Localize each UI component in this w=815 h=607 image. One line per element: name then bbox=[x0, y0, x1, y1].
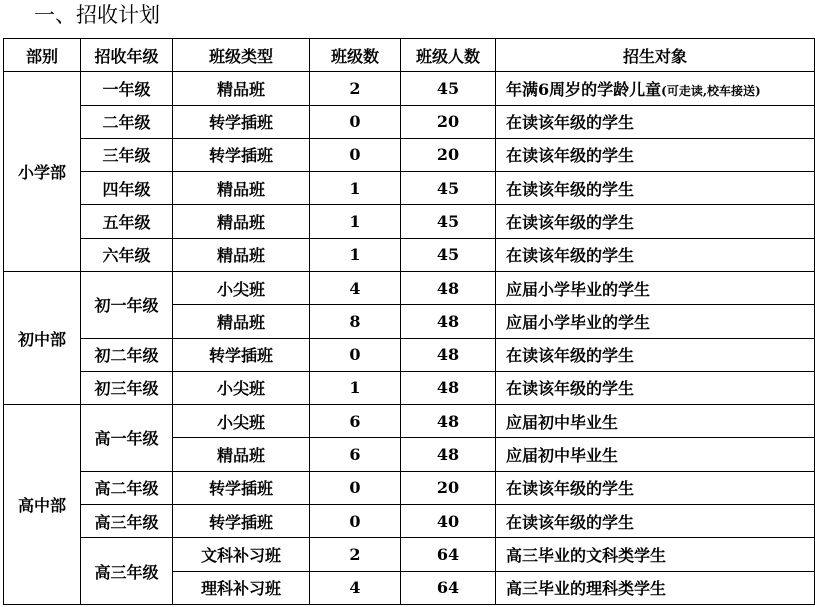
target-cell: 在读该年级的学生 bbox=[496, 238, 815, 271]
class-size-cell: 45 bbox=[401, 205, 496, 238]
header-row bbox=[4, 39, 815, 72]
department-cell: 高中部 bbox=[4, 405, 81, 605]
grade-cell: 初三年级 bbox=[81, 371, 173, 404]
class-type-cell: 文科补习班 bbox=[173, 538, 310, 571]
class-count-cell: 1 bbox=[310, 238, 401, 271]
class-count-cell: 4 bbox=[310, 571, 401, 605]
class-size-cell: 64 bbox=[401, 571, 496, 605]
class-size-cell: 20 bbox=[401, 138, 496, 171]
class-count-cell: 1 bbox=[310, 172, 401, 205]
table-row bbox=[4, 138, 815, 171]
table-row bbox=[4, 205, 815, 238]
target-cell: 应届小学毕业的学生 bbox=[496, 271, 815, 304]
enrollment-plan-table bbox=[3, 38, 815, 605]
class-count-cell: 0 bbox=[310, 471, 401, 504]
grade-cell: 五年级 bbox=[81, 205, 173, 238]
target-text: 年满6周岁的学龄儿童 bbox=[506, 79, 662, 99]
target-cell: 在读该年级的学生 bbox=[496, 138, 815, 171]
class-type-cell: 转学插班 bbox=[173, 471, 310, 504]
class-count-cell: 8 bbox=[310, 305, 401, 338]
table-row bbox=[4, 271, 815, 304]
header-grade: 招收年级 bbox=[81, 39, 173, 72]
grade-cell: 四年级 bbox=[81, 172, 173, 205]
class-type-cell: 精品班 bbox=[173, 438, 310, 471]
class-count-cell: 2 bbox=[310, 538, 401, 571]
target-cell: 应届初中毕业生 bbox=[496, 405, 815, 438]
class-size-cell: 40 bbox=[401, 504, 496, 537]
target-cell: 在读该年级的学生 bbox=[496, 338, 815, 371]
class-type-cell: 精品班 bbox=[173, 238, 310, 271]
table-row bbox=[4, 504, 815, 537]
grade-cell: 高三年级 bbox=[81, 504, 173, 537]
class-type-cell: 理科补习班 bbox=[173, 571, 310, 605]
section-title: 一、招收计划 bbox=[34, 3, 160, 27]
target-cell: 高三毕业的理科类学生 bbox=[496, 571, 815, 605]
target-cell: 在读该年级的学生 bbox=[496, 504, 815, 537]
class-size-cell: 45 bbox=[401, 172, 496, 205]
class-size-cell: 45 bbox=[401, 72, 496, 105]
class-count-cell: 2 bbox=[310, 72, 401, 105]
class-type-cell: 小尖班 bbox=[173, 271, 310, 304]
grade-cell: 一年级 bbox=[81, 72, 173, 105]
department-cell: 初中部 bbox=[4, 271, 81, 404]
grade-cell: 初一年级 bbox=[81, 271, 173, 338]
grade-cell: 六年级 bbox=[81, 238, 173, 271]
class-size-cell: 20 bbox=[401, 105, 496, 138]
table-row bbox=[4, 471, 815, 504]
grade-cell: 三年级 bbox=[81, 138, 173, 171]
class-count-cell: 4 bbox=[310, 271, 401, 304]
grade-cell: 初二年级 bbox=[81, 338, 173, 371]
class-type-cell: 精品班 bbox=[173, 305, 310, 338]
class-count-cell: 0 bbox=[310, 504, 401, 537]
class-size-cell: 48 bbox=[401, 338, 496, 371]
table-row bbox=[4, 338, 815, 371]
class-type-cell: 精品班 bbox=[173, 72, 310, 105]
table-row bbox=[4, 72, 815, 105]
header-class-type: 班级类型 bbox=[173, 39, 310, 72]
table-row bbox=[4, 371, 815, 404]
table-row bbox=[4, 172, 815, 205]
class-count-cell: 0 bbox=[310, 105, 401, 138]
class-size-cell: 48 bbox=[401, 405, 496, 438]
target-note: (可走读,校车接送) bbox=[661, 83, 761, 98]
target-cell: 在读该年级的学生 bbox=[496, 371, 815, 404]
table-row bbox=[4, 238, 815, 271]
header-class-count: 班级数 bbox=[310, 39, 401, 72]
target-cell: 在读该年级的学生 bbox=[496, 172, 815, 205]
table-row bbox=[4, 538, 815, 571]
class-size-cell: 45 bbox=[401, 238, 496, 271]
table-row bbox=[4, 105, 815, 138]
header-department: 部别 bbox=[4, 39, 81, 72]
class-size-cell: 20 bbox=[401, 471, 496, 504]
grade-cell: 高一年级 bbox=[81, 405, 173, 472]
target-cell: 在读该年级的学生 bbox=[496, 105, 815, 138]
class-size-cell: 48 bbox=[401, 371, 496, 404]
class-size-cell: 64 bbox=[401, 538, 496, 571]
class-type-cell: 转学插班 bbox=[173, 504, 310, 537]
class-size-cell: 48 bbox=[401, 438, 496, 471]
class-type-cell: 精品班 bbox=[173, 172, 310, 205]
target-cell: 高三毕业的文科类学生 bbox=[496, 538, 815, 571]
class-type-cell: 转学插班 bbox=[173, 138, 310, 171]
class-size-cell: 48 bbox=[401, 305, 496, 338]
grade-cell: 高三年级 bbox=[81, 538, 173, 605]
department-cell: 小学部 bbox=[4, 72, 81, 272]
grade-cell: 高二年级 bbox=[81, 471, 173, 504]
header-class-size: 班级人数 bbox=[401, 39, 496, 72]
grade-cell: 二年级 bbox=[81, 105, 173, 138]
target-cell: 在读该年级的学生 bbox=[496, 471, 815, 504]
class-type-cell: 小尖班 bbox=[173, 405, 310, 438]
class-count-cell: 1 bbox=[310, 205, 401, 238]
header-target: 招生对象 bbox=[496, 39, 815, 72]
class-count-cell: 0 bbox=[310, 338, 401, 371]
table-row bbox=[4, 405, 815, 438]
class-type-cell: 转学插班 bbox=[173, 105, 310, 138]
target-cell: 应届初中毕业生 bbox=[496, 438, 815, 471]
class-type-cell: 小尖班 bbox=[173, 371, 310, 404]
class-count-cell: 6 bbox=[310, 438, 401, 471]
target-cell: 在读该年级的学生 bbox=[496, 205, 815, 238]
class-count-cell: 6 bbox=[310, 405, 401, 438]
class-count-cell: 1 bbox=[310, 371, 401, 404]
class-type-cell: 精品班 bbox=[173, 205, 310, 238]
target-cell: 应届小学毕业的学生 bbox=[496, 305, 815, 338]
class-count-cell: 0 bbox=[310, 138, 401, 171]
class-type-cell: 转学插班 bbox=[173, 338, 310, 371]
class-size-cell: 48 bbox=[401, 271, 496, 304]
target-cell bbox=[496, 72, 815, 105]
